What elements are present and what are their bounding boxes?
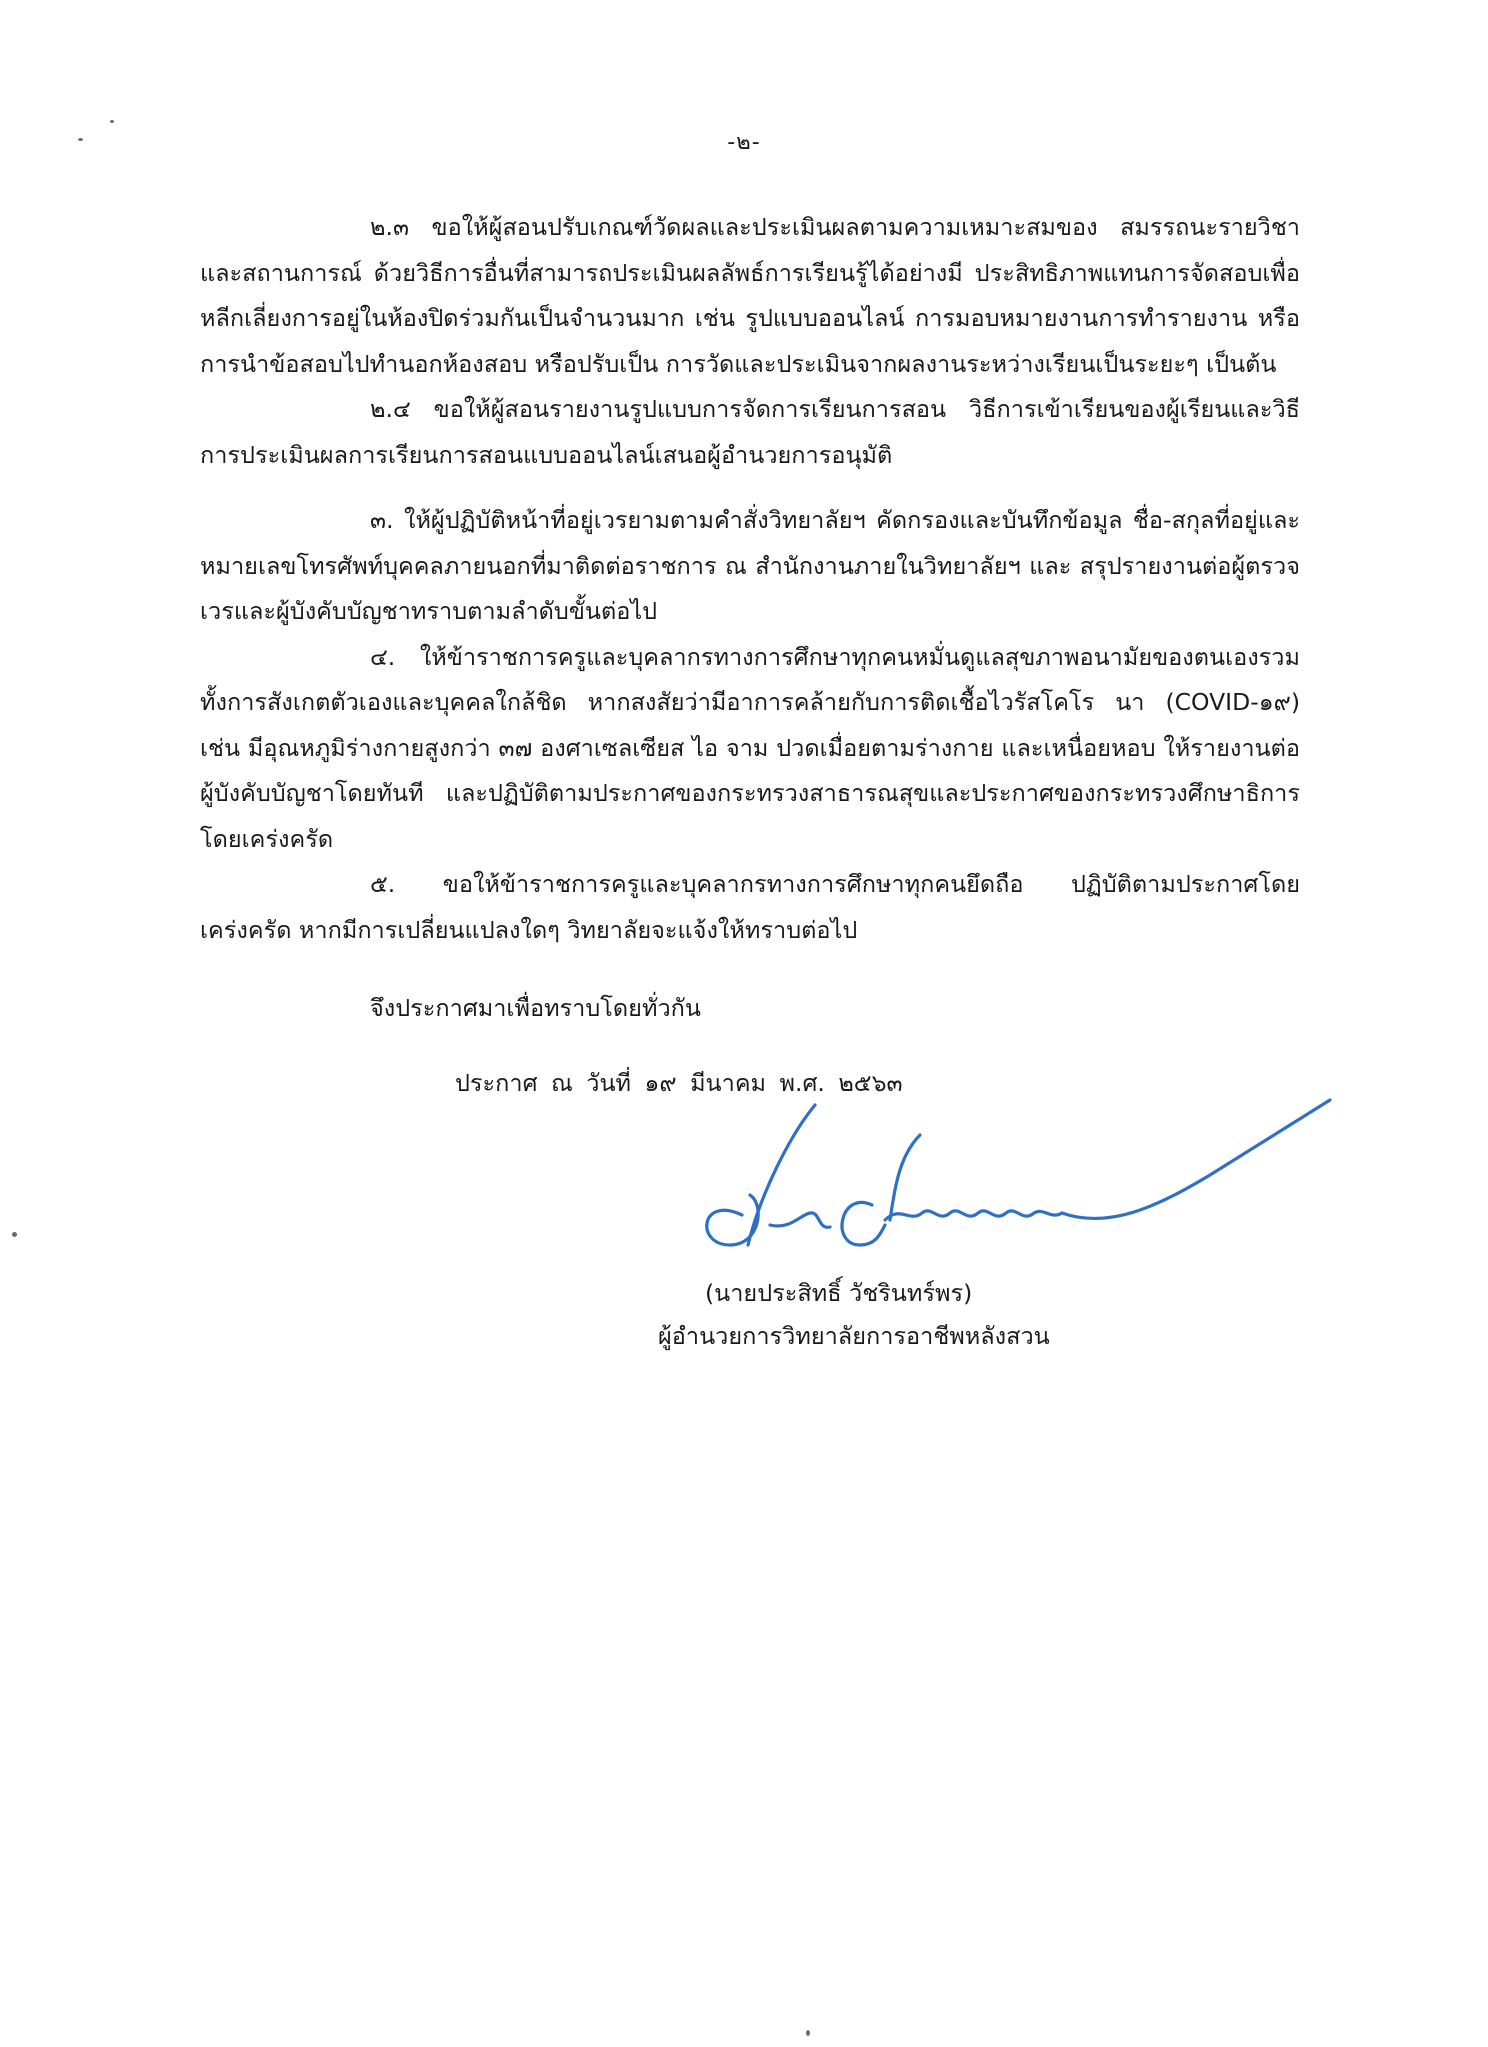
document-body xyxy=(200,205,1300,953)
scan-speck xyxy=(806,2030,810,2036)
page-number: -๒- xyxy=(727,130,761,155)
paragraph-gap xyxy=(200,478,1300,498)
paragraph-4: ๔. ให้ข้าราชการครูและบุคลากรทางการศึกษาทุกคนหมั่นดูแลสุขภาพอนามัยของตนเองรวมทั้งการสังเกตตัวเองและบุคคลใกล้ชิด หากสงสัยว่ามีอาการคล้ายกับการติดเชื้อไวรัสโคโร นา (COVID-๑๙) เช่น มีอุณหภูมิร่างกายสูงกว่า ๓๗ องศาเซลเซียส ไอ จาม ปวดเมื่อยตามร่างกาย และเหนื่อยหอบ ให้รายงานต่อผู้บังคับบัญชาโดยทันที และปฏิบัติตามประกาศของกระทรวงสาธารณสุขและประกาศของกระทรวงศึกษาธิการโดยเคร่งครัด xyxy=(200,642,1300,853)
paragraph-2-4: ๒.๔ ขอให้ผู้สอนรายงานรูปแบบการจัดการเรียนการสอน วิธีการเข้าเรียนของผู้เรียนและวิธีการประเมินผลการเรียนการสอนแบบออนไลน์เสนอผู้อำนวยการอนุมัติ xyxy=(200,395,1300,469)
paragraph-5: ๕. ขอให้ข้าราชการครูและบุคลากรทางการศึกษาทุกคนยึดถือ ปฏิบัติตามประกาศโดยเคร่งครัด หากมีการเปลี่ยนแปลงใดๆ วิทยาลัยจะแจ้งให้ทราบต่อไป xyxy=(200,870,1300,944)
signer-name: (นายประสิทธิ์ วัชรินทร์พร) xyxy=(705,1279,973,1307)
scan-speck xyxy=(78,138,83,141)
announcement-date: ประกาศ ณ วันที่ ๑๙ มีนาคม พ.ศ. ๒๕๖๓ xyxy=(455,1069,903,1097)
scan-speck xyxy=(110,120,114,123)
scan-speck xyxy=(12,1232,17,1237)
paragraph-2-3: ๒.๓ ขอให้ผู้สอนปรับเกณฑ์วัดผลและประเมินผลตามความเหมาะสมของ สมรรถนะรายวิชาและสถานการณ์ ด้วยวิธีการอื่นที่สามารถประเมินผลลัพธ์การเรียนรู้ได้อย่างมี ประสิทธิภาพแทนการจัดสอบเพื่อหลีกเลี่ยงการอยู่ในห้องปิดร่วมกันเป็นจำนวนมาก เช่น รูปแบบออนไลน์ การมอบหมายงานการทำรายงาน หรือ การนำข้อสอบไปทำนอกห้องสอบ หรือปรับเป็น การวัดและประเมินจากผลงานระหว่างเรียนเป็นระยะๆ เป็นต้น xyxy=(200,213,1300,378)
handwritten-signature xyxy=(690,1095,1340,1275)
paragraph-3: ๓. ให้ผู้ปฏิบัติหน้าที่อยู่เวรยามตามคำสั่งวิทยาลัยฯ คัดกรองและบันทึกข้อมูล ชื่อ-สกุลที่อยู่และหมายเลขโทรศัพท์บุคคลภายนอกที่มาติดต่อราชการ ณ สำนักงานภายในวิทยาลัยฯ และ สรุปรายงานต่อผู้ตรวจเวรและผู้บังคับบัญชาทราบตามลำดับขั้นต่อไป xyxy=(200,506,1300,625)
closing-statement: จึงประกาศมาเพื่อทราบโดยทั่วกัน xyxy=(370,994,701,1022)
signer-title: ผู้อำนวยการวิทยาลัยการอาชีพหลังสวน xyxy=(658,1322,1050,1350)
